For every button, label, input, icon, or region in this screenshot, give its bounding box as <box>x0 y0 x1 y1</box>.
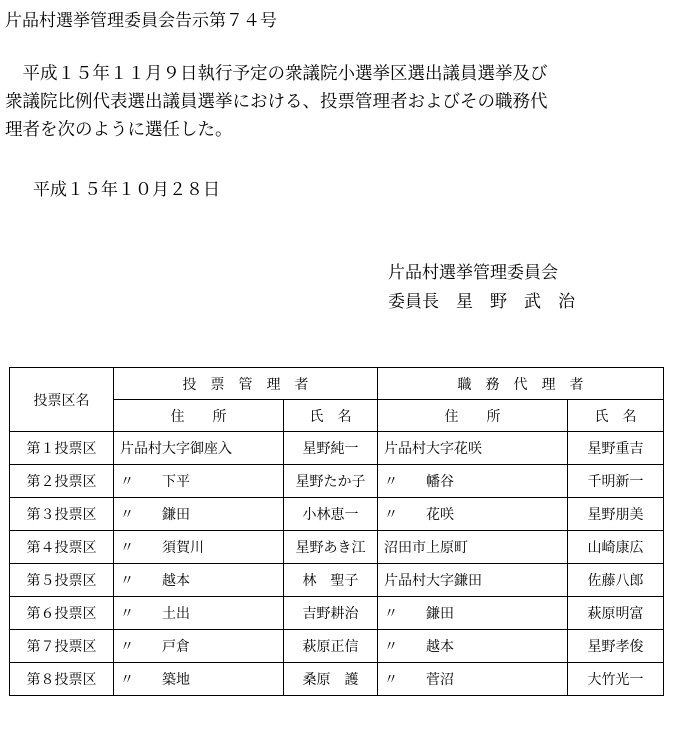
manager-name-cell: 星野あき江 <box>284 531 378 564</box>
district-cell: 第５投票区 <box>10 564 114 597</box>
district-cell: 第６投票区 <box>10 597 114 630</box>
manager-name-cell: 星野純一 <box>284 432 378 465</box>
deputy-name-cell: 星野重吉 <box>568 432 664 465</box>
manager-address-cell: 〃 土出 <box>114 597 284 630</box>
deputy-name-cell: 星野孝俊 <box>568 630 664 663</box>
manager-address-cell: 〃 鎌田 <box>114 498 284 531</box>
header-manager: 投 票 管 理 者 <box>114 368 378 400</box>
table-row <box>10 465 664 498</box>
manager-address-cell: 〃 戸倉 <box>114 630 284 663</box>
deputy-address-cell: 〃 幡谷 <box>378 465 568 498</box>
table-row <box>10 630 664 663</box>
manager-name-cell: 萩原正信 <box>284 630 378 663</box>
header-deputy-address: 住 所 <box>378 400 568 432</box>
body-line-1: 平成１５年１１月９日執行予定の衆議院小選挙区選出議員選挙及び <box>5 64 548 84</box>
table-row <box>10 498 664 531</box>
deputy-name-cell: 萩原明富 <box>568 597 664 630</box>
table-row <box>10 531 664 564</box>
district-cell: 第７投票区 <box>10 630 114 663</box>
manager-address-cell: 〃 築地 <box>114 663 284 696</box>
header-deputy-name: 氏 名 <box>568 400 664 432</box>
signature-person: 委員長 星 野 武 治 <box>388 292 575 312</box>
district-cell: 第４投票区 <box>10 531 114 564</box>
manager-name-cell: 吉野耕治 <box>284 597 378 630</box>
district-cell: 第２投票区 <box>10 465 114 498</box>
district-cell: 第８投票区 <box>10 663 114 696</box>
manager-name-cell: 星野たか子 <box>284 465 378 498</box>
deputy-address-cell: 〃 越本 <box>378 630 568 663</box>
table-header-row <box>10 368 664 400</box>
table-row <box>10 597 664 630</box>
body-line-2: 衆議院比例代表選出議員選挙における、投票管理者およびその職務代 <box>5 92 548 112</box>
deputy-name-cell: 大竹光一 <box>568 663 664 696</box>
manager-address-cell: 〃 下平 <box>114 465 284 498</box>
deputy-address-cell: 片品村大字鎌田 <box>378 564 568 597</box>
header-deputy: 職 務 代 理 者 <box>378 368 664 400</box>
deputy-name-cell: 千明新一 <box>568 465 664 498</box>
deputy-name-cell: 佐藤八郎 <box>568 564 664 597</box>
header-district: 投票区名 <box>10 368 114 432</box>
notice-date: 平成１５年１０月２８日 <box>33 180 220 200</box>
deputy-address-cell: 〃 花咲 <box>378 498 568 531</box>
manager-name-cell: 桑原 護 <box>284 663 378 696</box>
manager-name-cell: 小林恵一 <box>284 498 378 531</box>
notice-title: 片品村選挙管理委員会告示第７４号 <box>5 11 277 31</box>
deputy-address-cell: 〃 鎌田 <box>378 597 568 630</box>
manager-address-cell: 〃 越本 <box>114 564 284 597</box>
table-row <box>10 564 664 597</box>
header-manager-address: 住 所 <box>114 400 284 432</box>
deputy-address-cell: 〃 菅沼 <box>378 663 568 696</box>
signature-organization: 片品村選挙管理委員会 <box>388 263 558 283</box>
deputy-name-cell: 山崎康広 <box>568 531 664 564</box>
header-manager-name: 氏 名 <box>284 400 378 432</box>
manager-name-cell: 林 聖子 <box>284 564 378 597</box>
district-cell: 第３投票区 <box>10 498 114 531</box>
table-row <box>10 432 664 465</box>
notice-body <box>5 60 669 144</box>
table-row <box>10 663 664 696</box>
district-cell: 第１投票区 <box>10 432 114 465</box>
body-line-3: 理者を次のように選任した。 <box>5 120 233 140</box>
polling-manager-table <box>9 367 664 696</box>
manager-address-cell: 〃 須賀川 <box>114 531 284 564</box>
deputy-address-cell: 沼田市上原町 <box>378 531 568 564</box>
deputy-address-cell: 片品村大字花咲 <box>378 432 568 465</box>
manager-address-cell: 片品村大字御座入 <box>114 432 284 465</box>
deputy-name-cell: 星野朋美 <box>568 498 664 531</box>
